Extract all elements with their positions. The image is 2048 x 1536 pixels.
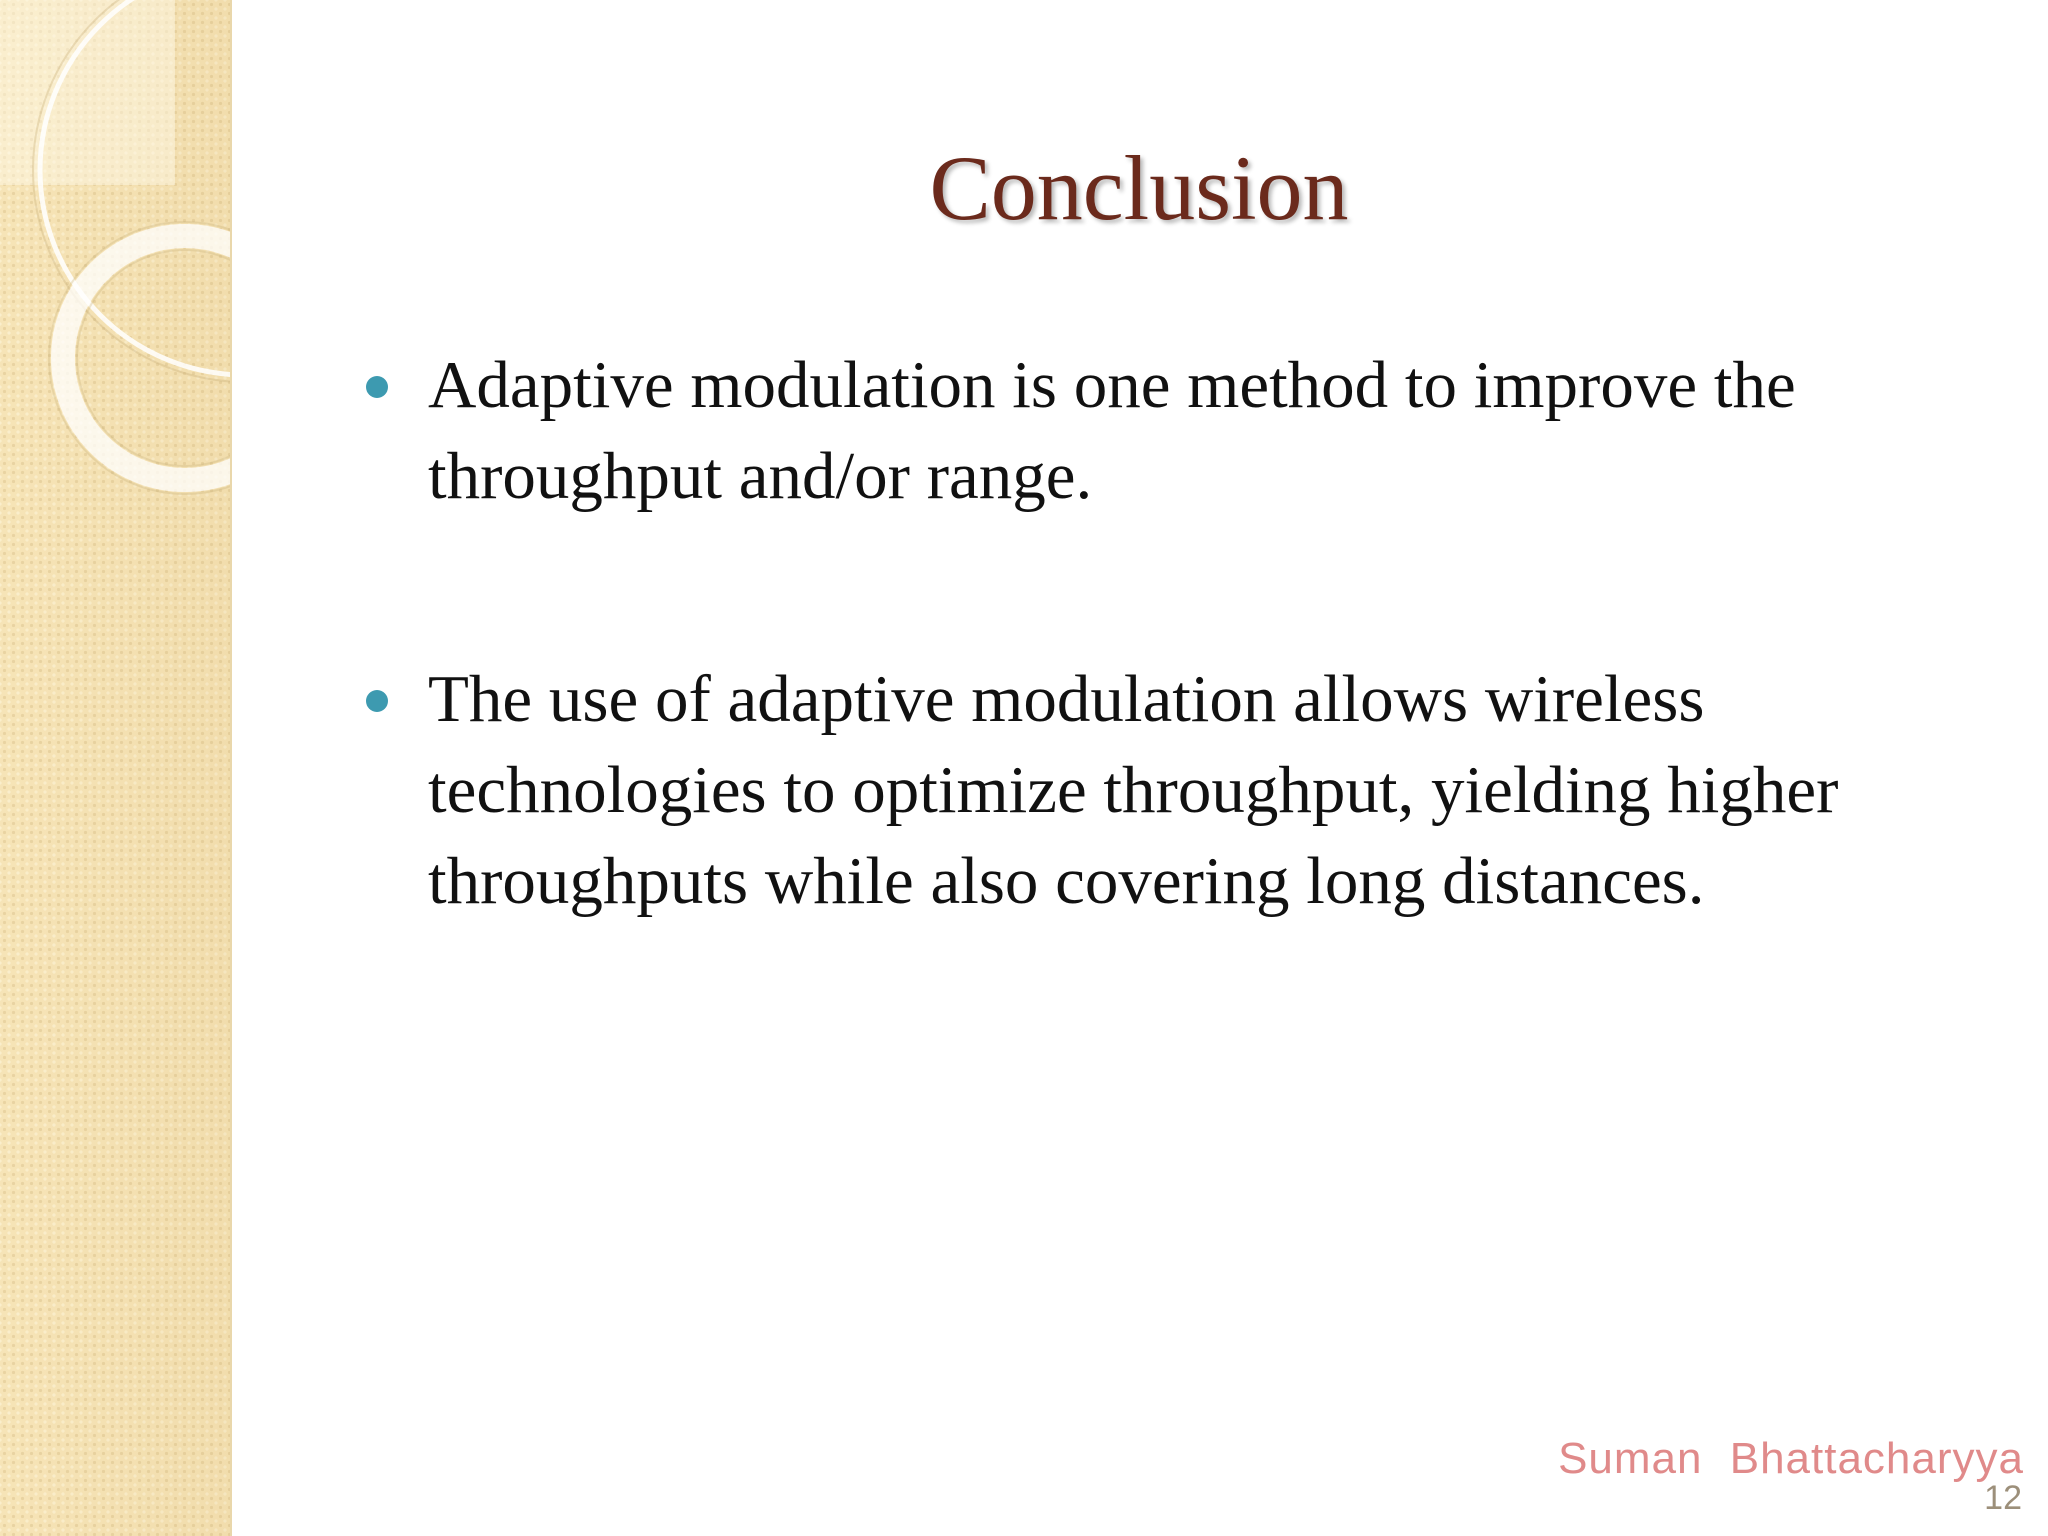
decorative-rings: [0, 0, 230, 520]
slide-title: Conclusion: [929, 137, 1349, 239]
bullet-text: The use of adaptive modulation allows wireless technologies to optimize throughput, yielding higher throughputs while also covering long distances.: [428, 662, 1839, 918]
bullet-item: [428, 654, 1988, 927]
bullet-dot-icon: [366, 690, 388, 712]
footer-author: Suman Bhattacharyya: [1558, 1434, 2024, 1483]
bullet-list: [428, 340, 1988, 1059]
bullet-text: Adaptive modulation is one method to improve the throughput and/or range.: [428, 348, 1796, 513]
slide-number: 12: [1984, 1479, 2022, 1517]
bullet-item: [428, 340, 1988, 522]
bullet-dot-icon: [366, 376, 388, 398]
